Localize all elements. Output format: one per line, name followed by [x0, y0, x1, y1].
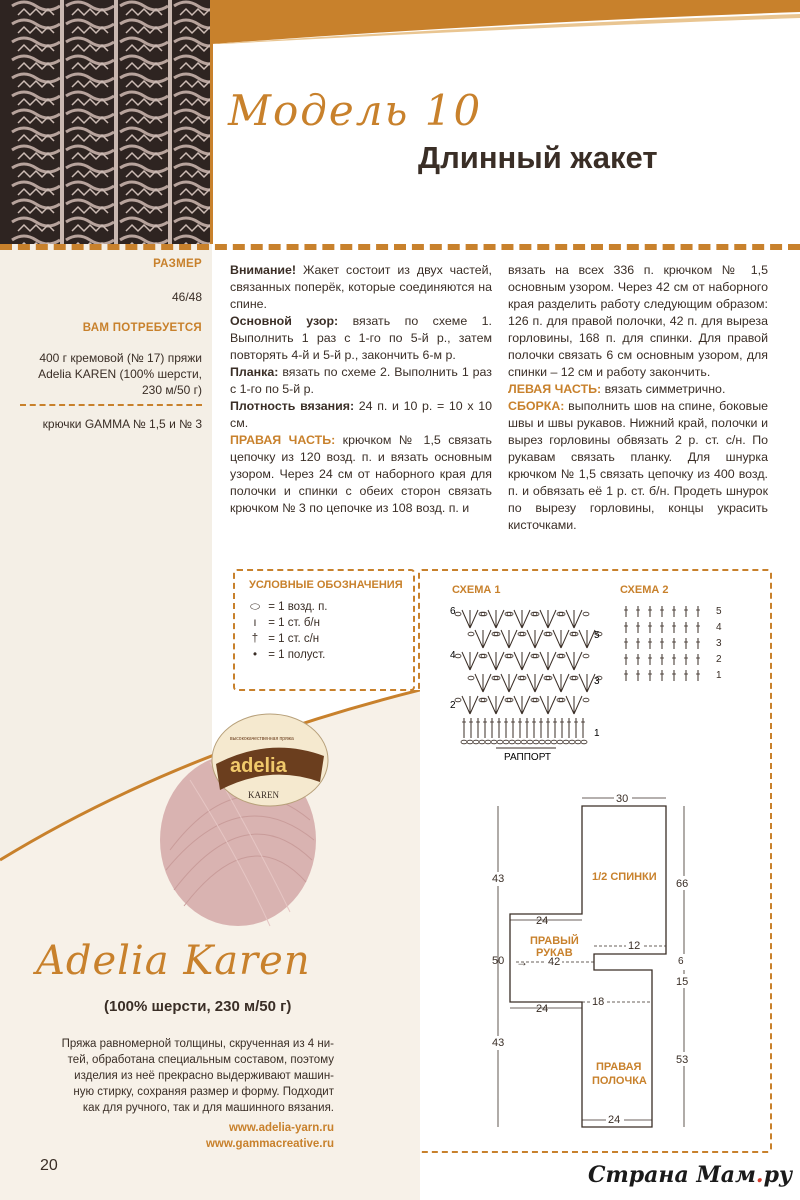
band-text: вязать по схеме 2. Выполнить 1 раз с 1-го по 5-й р.: [230, 365, 492, 396]
yarn-desc-line: Пряжа равномерной толщины, скрученная из 4 ни-: [61, 1038, 334, 1050]
chain-stitch-icon: ⬭: [250, 601, 260, 613]
dim-24-bottom: 24: [608, 1114, 621, 1126]
dim-15: 15: [676, 976, 689, 988]
slip-stitch-icon: •: [252, 649, 258, 661]
yarn-desc-line: тей, обработана специальным составом, поэтому: [67, 1054, 334, 1066]
yarn-desc-line: изделия из неё прекрасно выдерживают машин-: [74, 1070, 334, 1082]
dim-6: 6: [678, 956, 684, 967]
left-part-label: ЛЕВАЯ ЧАСТЬ:: [508, 382, 602, 396]
dim-top-width: 30: [616, 793, 629, 805]
scheme2-row-label: 3: [716, 638, 722, 649]
front-piece-label: ПРАВАЯ: [596, 1061, 642, 1073]
sleeve-label: РУКАВ: [536, 947, 573, 959]
right-part-label: ПРАВАЯ ЧАСТЬ:: [230, 433, 336, 447]
instructions-column-1: [230, 262, 492, 517]
yarn-label: [212, 714, 328, 806]
legend-box: [233, 569, 415, 691]
yarn-ball-image: [150, 700, 340, 940]
scheme1-row-label: 2: [450, 700, 456, 711]
garment-pattern-diagram: [486, 790, 706, 1135]
assembly-label: СБОРКА:: [508, 399, 565, 413]
yarn-description: [20, 1036, 334, 1116]
right-part-text: крючком № 1,5 связать цепочку из 120 возд. п. и вязать основным узором. Через 24 см от наборного края для полочки и спинки с обеих сторон связать крючком № 3 по цепочке из 108 возд. п. и: [230, 433, 492, 515]
dim-66: 66: [676, 878, 689, 890]
scheme2-row-label: 1: [716, 670, 722, 681]
continuation-text: вязать на всех 336 п. крючком № 1,5 основным узором. Через 42 см от наборного края разделить работу следующим образом: 126 п. для правой полочки, 42 п. для выреза горловины, 168 п. для спинки. Для правой полочки связать 6 см основным узором, для спинки – 12 см и работу закончить.: [508, 263, 768, 379]
crochet-sample-photo: [0, 0, 212, 244]
dim-left-upper: 43: [492, 873, 505, 885]
page-title: Длинный жакет: [418, 140, 658, 175]
websites: [20, 1120, 334, 1152]
yarn-desc-line: ную стирку, сохраняя размер и форму. Подходит: [73, 1086, 334, 1098]
arrow-right-icon: →: [516, 955, 528, 969]
repeat-label: РАППОРТ: [504, 752, 552, 762]
website-link[interactable]: www.gammacreative.ru: [205, 1138, 334, 1150]
yarn-label-name: KAREN: [248, 790, 279, 800]
scheme2-row-label: 5: [716, 606, 722, 617]
yarn-script-name: Adelia Karen: [36, 938, 311, 984]
scheme2-row-label: 4: [716, 622, 722, 633]
instructions-column-2: [508, 262, 768, 534]
density-text: 24 п. и 10 р. = 10 х 10 см.: [230, 399, 492, 430]
dim-42: 42: [548, 956, 561, 968]
legend-title: УСЛОВНЫЕ ОБОЗНАЧЕНИЯ: [249, 579, 403, 591]
scheme2-row-label: 2: [716, 654, 722, 665]
double-crochet-icon: †: [251, 633, 259, 645]
dim-12: 12: [628, 940, 641, 952]
scheme1-row-label: 1: [594, 728, 600, 739]
hooks-info: крючки GAMMA № 1,5 и № 3: [42, 417, 202, 431]
dim-left-lower: 43: [492, 1037, 505, 1049]
dim-sleeve-height: 50: [492, 955, 505, 967]
scheme-1-diagram: [448, 600, 608, 762]
legend-item: ı = 1 ст. б/н: [245, 615, 328, 631]
sleeve-label: ПРАВЫЙ: [530, 935, 579, 947]
density-label: Плотность вязания:: [230, 399, 355, 413]
yarn-desc-line: как для ручного, так и для машинного вязания.: [82, 1102, 334, 1114]
legend-list: [245, 599, 328, 663]
legend-item: • = 1 полуст.: [245, 647, 328, 663]
materials-heading: ВАМ ПОТРЕБУЕТСЯ: [82, 322, 202, 334]
attention-label: Внимание!: [230, 263, 297, 277]
single-crochet-icon: ı: [253, 617, 257, 629]
size-value: 46/48: [171, 290, 202, 304]
watermark: Страна Мам.ру: [588, 1162, 793, 1188]
top-decorative-band: [212, 0, 800, 44]
website-link[interactable]: www.adelia-yarn.ru: [228, 1122, 334, 1134]
yarn-brand: adelia: [230, 755, 287, 777]
main-pattern-text: вязать по схеме 1. Выполнить 1 раз с 1-го по 5-й р., затем повторять 4-й и 5-й р., закончить 6-м р.: [230, 314, 492, 362]
yarn-info: [20, 350, 202, 398]
dim-24-lower: 24: [536, 1003, 549, 1015]
scheme1-row-label: 6: [450, 606, 456, 617]
scheme1-row-label: 5: [594, 630, 600, 641]
attention-text: Жакет состоит из двух частей, связанных поперёк, которые соединяются на спине.: [230, 263, 492, 311]
front-piece-label: ПОЛОЧКА: [592, 1075, 647, 1087]
left-part-text: вязать симметрично.: [601, 382, 726, 396]
scheme1-row-label: 3: [594, 676, 600, 687]
yarn-composition: (100% шерсти, 230 м/50 г): [104, 998, 292, 1015]
scheme-2-title: СХЕМА 2: [620, 584, 669, 596]
sidebar-divider: [20, 404, 202, 406]
dim-53: 53: [676, 1054, 689, 1066]
page-number: 20: [40, 1157, 58, 1174]
assembly-text: выполнить шов на спине, боковые швы и швы рукавов. Нижний край, полочки и вырез горловины обвязать 2 р. ст. с/н. По рукавам связать планку. Для шнурка крючком № 1,5 связать цепочку из 400 возд. п. и обвязать её 1 р. ст. б/н. Продеть шнурок по вырезу горловины, концы украсить кисточками.: [508, 399, 768, 532]
scheme-1-title: СХЕМА 1: [452, 584, 501, 596]
scheme1-row-label: 4: [450, 650, 456, 661]
yarn-line: Adelia KAREN (100% шерсти,: [38, 367, 202, 381]
dim-24-upper: 24: [536, 915, 549, 927]
band-label: Планка:: [230, 365, 279, 379]
main-pattern-label: Основной узор:: [230, 314, 339, 328]
yarn-label-tagline: высококачественная пряжа: [230, 736, 294, 742]
dashed-divider: [0, 244, 800, 250]
yarn-line: 400 г кремовой (№ 17) пряжи: [39, 351, 202, 365]
back-piece-label: 1/2 СПИНКИ: [592, 871, 657, 883]
model-number-label: Модель 10: [228, 86, 483, 135]
size-heading: РАЗМЕР: [153, 258, 202, 270]
dim-18: 18: [592, 996, 605, 1008]
yarn-line: 230 м/50 г): [142, 383, 202, 397]
legend-item: † = 1 ст. с/н: [245, 631, 328, 647]
scheme-2-diagram: [618, 600, 728, 690]
legend-item: ⬭ = 1 возд. п.: [245, 599, 328, 615]
